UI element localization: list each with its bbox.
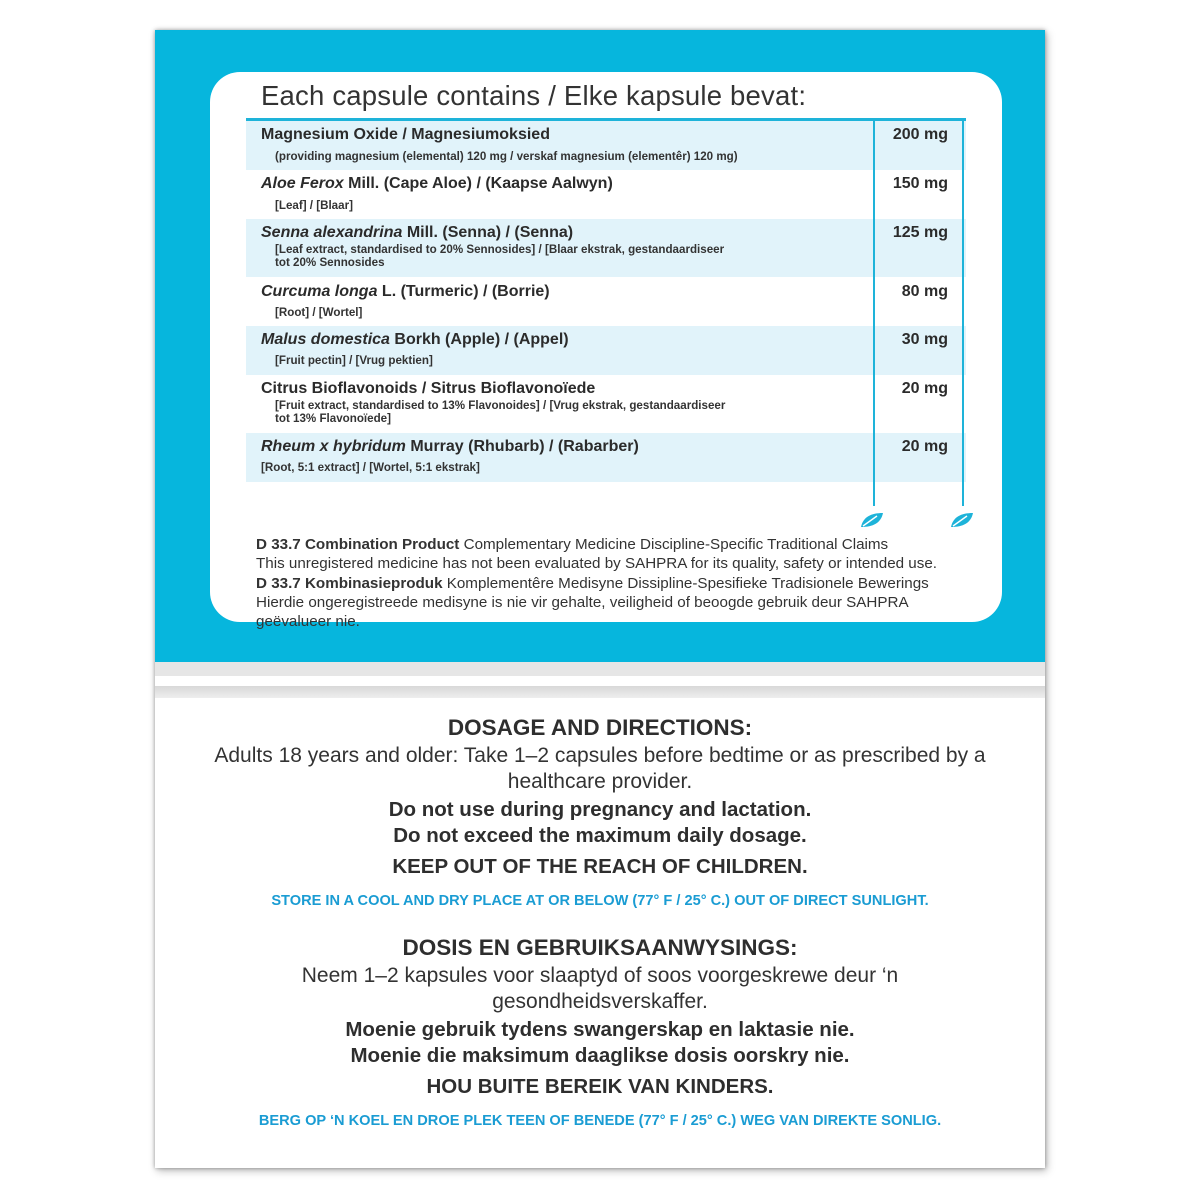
ingredient-amount: 30 mg xyxy=(901,331,948,348)
ingredient-detail: [Fruit extract, standardised to 13% Flavonoides] / [Vrug ekstrak, gestandaardiseer tot 13% Flavonoïede] xyxy=(275,399,726,425)
storage-text: STORE IN A COOL AND DRY PLACE AT OR BELOW (77° F / 25° C.) OUT OF DIRECT SUNLIGHT. xyxy=(271,893,929,909)
column-divider xyxy=(873,121,875,506)
ingredient-row xyxy=(246,219,966,277)
ingredient-row xyxy=(246,375,966,433)
keep-away-text: HOU BUITE BEREIK VAN KINDERS. xyxy=(426,1075,774,1098)
ingredient-row xyxy=(246,170,966,219)
ingredient-row xyxy=(246,433,966,482)
blue-panel xyxy=(155,30,1045,662)
ingredient-detail: (providing magnesium (elemental) 120 mg / verskaf magnesium (elementêr) 120 mg) xyxy=(275,150,738,163)
ingredient-amount: 20 mg xyxy=(901,380,948,397)
regulatory-notes xyxy=(256,535,996,631)
ingredient-name: Citrus Bioflavonoids / Sitrus Bioflavonoïede xyxy=(261,380,596,397)
ingredient-row xyxy=(246,326,966,375)
note-line: D 33.7 Kombinasieproduk Komplementêre Medisyne Dissipline-Spesifieke Tradisionele Bewerings xyxy=(256,574,929,592)
column-divider xyxy=(962,121,964,506)
warning-text: Do not exceed the maximum daily dosage. xyxy=(393,824,807,847)
ingredient-name: Curcuma longa L. (Turmeric) / (Borrie) xyxy=(261,283,550,300)
directions-section xyxy=(155,713,1045,1131)
ingredient-name: Aloe Ferox Mill. (Cape Aloe) / (Kaapse Aalwyn) xyxy=(261,175,613,192)
storage-text: BERG OP ‘N KOEL EN DROE PLEK TEEN OF BENEDE (77° F / 25° C.) WEG VAN DIREKTE SONLIG. xyxy=(258,1113,942,1129)
divider-band xyxy=(155,676,1045,686)
card-title: Each capsule contains / Elke kapsule bevat: xyxy=(261,80,807,111)
ingredient-name: Rheum x hybridum Murray (Rhubarb) / (Rabarber) xyxy=(261,438,639,455)
ingredient-amount: 20 mg xyxy=(901,438,948,455)
warning-text: Moenie gebruik tydens swangerskap en laktasie nie. xyxy=(345,1018,855,1041)
ingredients-table xyxy=(246,121,966,482)
note-line: Hierdie ongeregistreede medisyne is nie vir gehalte, veiligheid of beoogde gebruik deur SAHPRA xyxy=(256,593,909,611)
directions-text: Adults 18 years and older: Take 1–2 capsules before bedtime or as prescribed by a xyxy=(214,744,986,767)
ingredient-detail: [Leaf] / [Blaar] xyxy=(275,199,353,212)
ingredients-card xyxy=(210,72,1002,631)
note-line: This unregistered medicine has not been evaluated by SAHPRA for its quality, safety or intended use. xyxy=(256,555,938,573)
note-line: geëvalueer nie. xyxy=(256,613,360,631)
ingredient-detail: [Root] / [Wortel] xyxy=(275,306,363,319)
ingredient-row xyxy=(246,121,966,170)
directions-text: healthcare provider. xyxy=(507,770,693,793)
ingredient-name: Senna alexandrina Mill. (Senna) / (Senna) xyxy=(261,224,574,241)
ingredient-amount: 150 mg xyxy=(892,175,948,192)
note-line: D 33.7 Combination Product Complementary Medicine Discipline-Specific Traditional Claims xyxy=(256,536,889,553)
directions-heading-en: DOSAGE AND DIRECTIONS: xyxy=(447,715,753,740)
warning-text: Do not use during pregnancy and lactation. xyxy=(388,798,812,821)
directions-heading-af: DOSIS EN GEBRUIKSAANWYSINGS: xyxy=(402,935,798,960)
divider-band xyxy=(155,662,1045,676)
ingredient-amount: 80 mg xyxy=(901,283,948,300)
ingredient-name: Malus domestica Borkh (Apple) / (Appel) xyxy=(261,331,569,348)
leaf-icon xyxy=(949,511,975,529)
ingredient-name: Magnesium Oxide / Magnesiumoksied xyxy=(261,126,550,143)
ingredient-detail: [Root, 5:1 extract] / [Wortel, 5:1 ekstrak] xyxy=(261,461,480,474)
keep-away-text: KEEP OUT OF THE REACH OF CHILDREN. xyxy=(392,855,808,878)
ingredient-amount: 125 mg xyxy=(892,224,948,241)
label-sheet xyxy=(155,30,1045,1168)
directions-text: Neem 1–2 kapsules voor slaaptyd of soos voorgeskrewe deur ‘n xyxy=(301,964,899,987)
divider-band xyxy=(155,686,1045,698)
ingredient-detail: [Fruit pectin] / [Vrug pektien] xyxy=(275,354,433,367)
leaf-icon xyxy=(859,511,885,529)
directions-text: gesondheidsverskaffer. xyxy=(492,990,708,1013)
ingredient-detail: [Leaf extract, standardised to 20% Sennosides] / [Blaar ekstrak, gestandaardiseer tot 20% Sennosides xyxy=(275,243,725,269)
ingredient-amount: 200 mg xyxy=(892,126,948,143)
ingredient-row xyxy=(246,277,966,326)
warning-text: Moenie die maksimum daaglikse dosis oorskry nie. xyxy=(350,1044,850,1067)
